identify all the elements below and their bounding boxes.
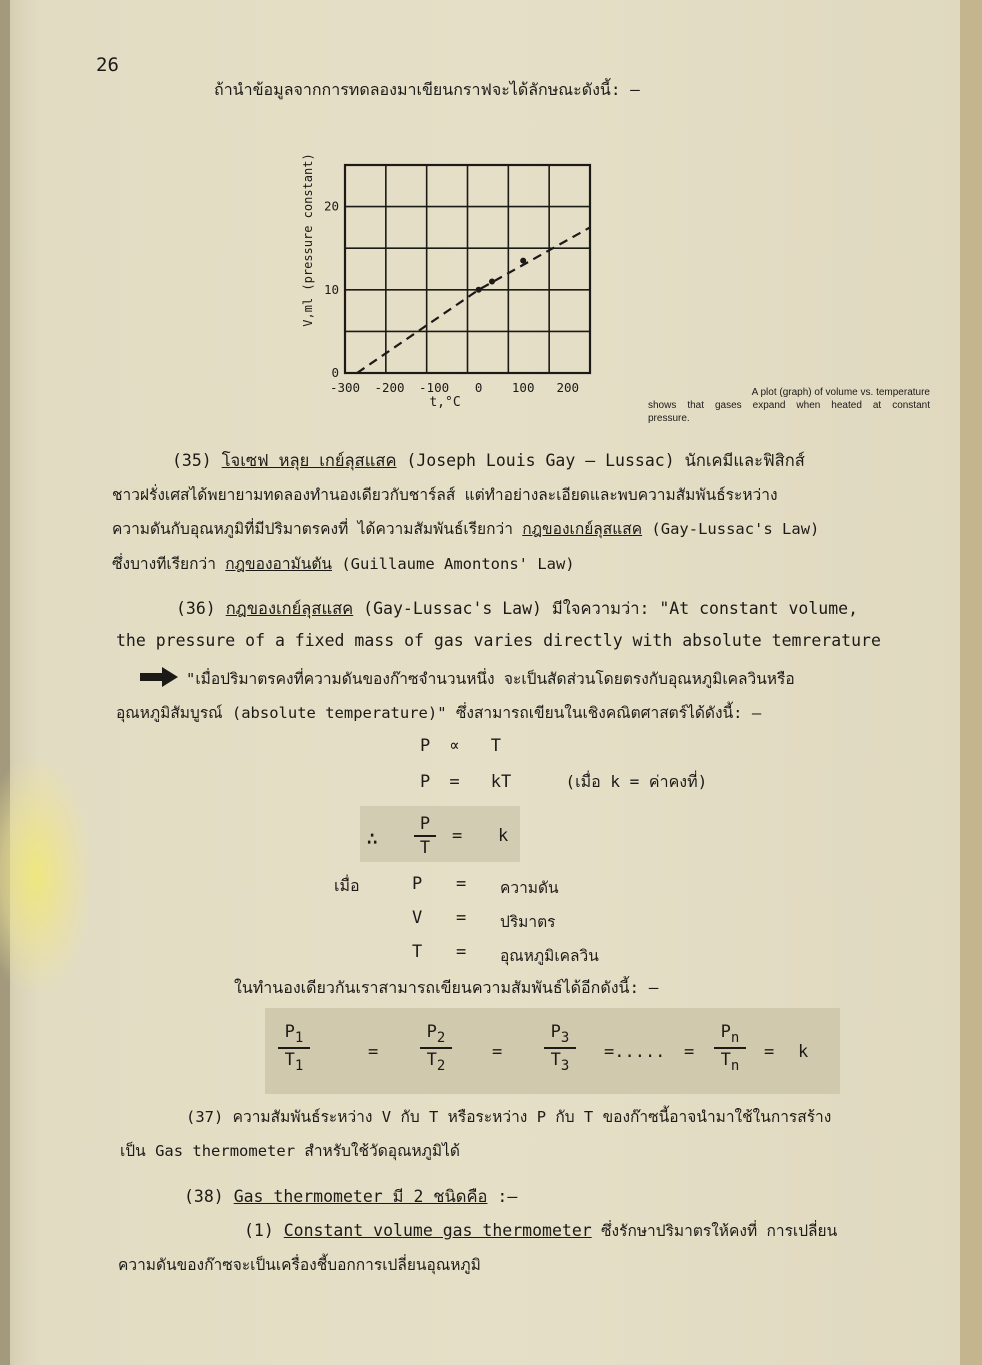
ratio-3: [544, 1022, 576, 1074]
p36-line-3: "เมื่อปริมาตรคงที่ความดันของก๊าซจำนวนหนึ่ง จะเป็นสัดส่วนโดยตรงกับอุณหภูมิเคลวินหรือ: [186, 670, 795, 688]
p35-line-4-b: (Guillaume Amontons' Law): [332, 555, 575, 573]
highlight-box-formula: [360, 806, 520, 862]
y-tick-label: 10: [323, 281, 339, 297]
definition-equals: =: [456, 874, 467, 894]
therefore-symbol: ∴: [366, 826, 379, 850]
formula-proportional: [420, 736, 501, 756]
p37-line-2: เป็น Gas thermometer สำหรับใช้วัดอุณหภูมิได้: [120, 1142, 460, 1160]
volume-temperature-chart: [290, 128, 630, 418]
fraction-bar: [414, 835, 436, 837]
ratio-3-bar: [544, 1047, 576, 1049]
data-series-line: [357, 227, 590, 373]
definition-equals: =: [456, 942, 467, 962]
p36-line-1-rest: (Gay-Lussac's Law) มีใจความว่า: "At constant volume,: [353, 599, 859, 618]
p35-line-1: [172, 448, 805, 474]
p35-number: (35): [172, 451, 212, 470]
ratio-2-bar: [420, 1047, 452, 1049]
definition-meaning: ปริมาตร: [500, 913, 556, 931]
p36-law-name: กฎของเกย์ลุสแสค: [225, 599, 354, 618]
p38-title: Gas thermometer มี 2 ชนิดคือ: [233, 1187, 488, 1206]
ratio-n: [714, 1022, 746, 1074]
ratio-n-t: T: [720, 1050, 731, 1070]
formula-2-note: (เมื่อ k = ค่าคงที่): [565, 772, 708, 791]
ratio-2-p: P: [426, 1022, 437, 1042]
p35-law-name: กฎของเกย์ลุสแสค: [522, 520, 643, 538]
ratio-2-t-sub: 2: [436, 1058, 446, 1074]
ratio-2-t: T: [426, 1050, 437, 1070]
data-point: [476, 287, 482, 293]
y-axis-label: V,ml (pressure constant): [301, 153, 315, 327]
ratio-1-p: P: [284, 1022, 295, 1042]
ratio-equals-3: =: [684, 1042, 695, 1062]
p36-line-4: อุณหภูมิสัมบูรณ์ (absolute temperature)" ซึ่งสามารถเขียนในเชิงคณิตศาสตร์ได้ดังนี้: –: [116, 704, 762, 722]
y-tick-label: 20: [323, 198, 339, 214]
p35-scientist-name: โจเซฟ หลุย เกย์ลุสแสค: [221, 451, 397, 470]
p35-line-3: [112, 516, 819, 541]
page-number: 26: [96, 54, 119, 76]
ratio-2-p-sub: 2: [436, 1030, 446, 1046]
definitions-when: เมื่อ: [334, 876, 360, 895]
definition-symbol: V: [412, 908, 423, 928]
definition-meaning: อุณหภูมิเคลวิน: [500, 947, 599, 965]
ratio-3-t: T: [550, 1050, 561, 1070]
chart-grid: [345, 165, 590, 373]
x-tick-label: 100: [511, 380, 535, 395]
ratio-ellipsis: =.....: [604, 1042, 666, 1062]
ratio-1: [278, 1022, 310, 1074]
p36-line-2: the pressure of a fixed mass of gas varies directly with absolute temrerature: [116, 631, 881, 650]
x-tick-label: -200: [374, 380, 405, 395]
ratio-3-t-sub: 3: [560, 1058, 570, 1074]
formula-3-operator: =: [452, 826, 463, 846]
definition-meaning: ความดัน: [500, 879, 559, 897]
p38-line-1: [184, 1184, 517, 1210]
p35-line-4-a: ซึ่งบางทีเรียกว่า: [112, 555, 226, 573]
formula-1-operator: ∝: [449, 736, 460, 756]
x-tick-label: 0: [474, 380, 483, 395]
ratio-n-t-sub: n: [730, 1058, 740, 1074]
ratio-2: [420, 1022, 452, 1074]
p35-amontons-law: กฎของอามันตัน: [225, 555, 333, 573]
data-point: [520, 258, 526, 264]
p36-number: (36): [176, 599, 216, 618]
formula-1-left: P: [420, 736, 431, 756]
similar-text: ในทำนองเดียวกันเราสามารถเขียนความสัมพันธ์ได้อีกดังนี้: –: [234, 978, 659, 997]
page-shadow-left: [0, 0, 10, 1365]
p37-line-1: (37) ความสัมพันธ์ระหว่าง V กับ T หรือระหว่าง P กับ T ของก๊าซนี้อาจนำมาใช้ในการสร้าง: [186, 1108, 832, 1126]
formula-2-left: P: [420, 772, 431, 792]
formula-2-operator: =: [449, 772, 460, 792]
formula-p-equals-kt: [420, 770, 707, 795]
caption-line-2: shows that gases expand when heated at constant: [648, 400, 930, 411]
intro-text: ถ้านำข้อมูลจากการทดลองมาเขียนกราฟจะได้ลักษณะดังนี้: –: [214, 80, 640, 99]
figure-caption: [648, 386, 930, 425]
p35-line-3-b: (Gay-Lussac's Law): [642, 520, 820, 538]
arrow-right-icon: [140, 666, 180, 688]
p38-number: (38): [184, 1187, 224, 1206]
x-axis-label: t,°C: [429, 395, 461, 410]
p38-line-2: ความดันของก๊าซจะเป็นเครื่องชี้บอกการเปลี่ยนอุณหภูมิ: [118, 1256, 481, 1274]
ratio-3-p-sub: 3: [560, 1030, 570, 1046]
x-tick-label: -300: [329, 380, 361, 395]
x-tick-label: -100: [419, 380, 450, 395]
ratio-n-p: P: [720, 1022, 731, 1042]
y-tick-label: 0: [331, 365, 339, 380]
chart-series: [357, 227, 590, 373]
fraction-p-over-t: [414, 814, 436, 858]
caption-line-3: pressure.: [648, 413, 690, 424]
p35-line-4: [112, 551, 575, 576]
caption-line-1: A plot (graph) of volume vs. temperature: [751, 387, 930, 398]
formula-3-right: k: [498, 826, 509, 846]
ratio-1-t: T: [284, 1050, 295, 1070]
data-point: [489, 278, 495, 284]
chart-ticks: [324, 199, 579, 395]
p38-item-1-rest: ซึ่งรักษาปริมาตรให้คงที่ การเปลี่ยน: [591, 1222, 838, 1240]
paper-stain: [0, 760, 90, 990]
formula-2-right: kT: [490, 772, 512, 792]
ratio-constant-k: k: [798, 1042, 809, 1062]
ratio-1-t-sub: 1: [294, 1058, 304, 1074]
ratio-equals-1: =: [368, 1042, 379, 1062]
ratio-n-bar: [714, 1047, 746, 1049]
p36-line-1: [176, 596, 858, 622]
p35-line-3-a: ความดันกับอุณหภูมิที่มีปริมาตรคงที่ ได้ความสัมพันธ์เรียกว่า: [112, 520, 523, 538]
p35-line-1-rest: (Joseph Louis Gay – Lussac) นักเคมีและฟิสิกส์: [396, 451, 805, 470]
definition-equals: =: [456, 908, 467, 928]
fraction-numerator: P: [419, 814, 431, 834]
ratio-n-p-sub: n: [730, 1030, 740, 1046]
x-tick-label: 200: [556, 380, 580, 395]
ratio-3-p: P: [550, 1022, 561, 1042]
p38-item-1-name: Constant volume gas thermometer: [283, 1221, 592, 1240]
p38-title-rest: :—: [487, 1187, 518, 1206]
formula-1-right: T: [490, 736, 501, 756]
p35-line-2: ชาวฝรั่งเศสได้พยายามทดลองทำนองเดียวกับชาร์ลส์ แต่ทำอย่างละเอียดและพบความสัมพันธ์ระหว่าง: [112, 486, 778, 504]
ratio-1-bar: [278, 1047, 310, 1049]
definition-symbol: T: [412, 942, 423, 962]
ratio-equals-4: =: [764, 1042, 775, 1062]
page-edge-right: [960, 0, 982, 1365]
p38-item-1: [244, 1218, 837, 1243]
fraction-denominator: T: [419, 838, 431, 858]
p38-item-1-number: (1): [244, 1221, 284, 1240]
ratio-1-p-sub: 1: [294, 1030, 304, 1046]
ratio-equals-2: =: [492, 1042, 503, 1062]
definition-symbol: P: [412, 874, 423, 894]
